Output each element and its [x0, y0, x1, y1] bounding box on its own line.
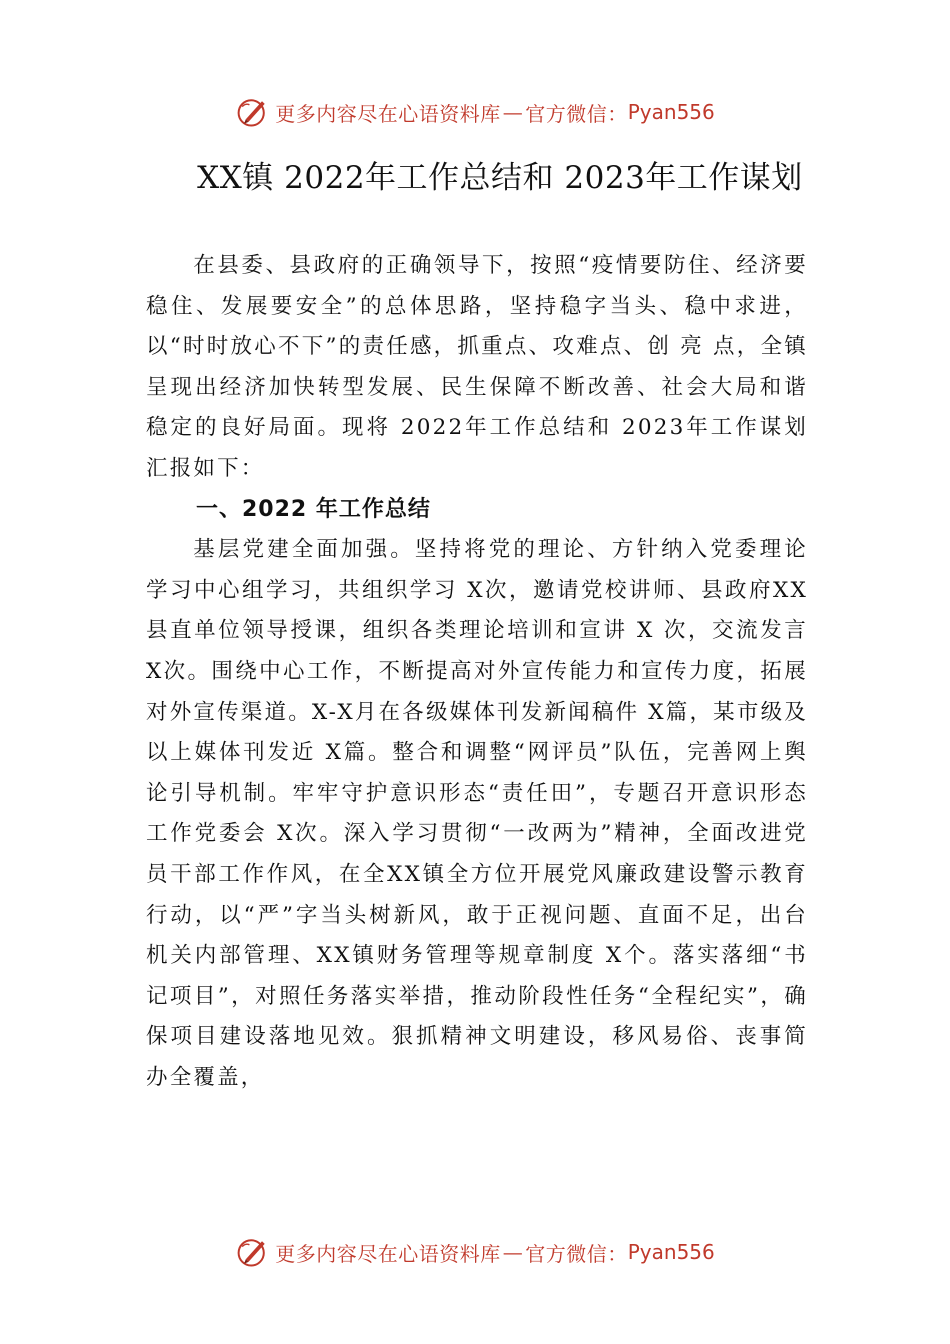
banner-separator: — — [502, 1240, 524, 1264]
banner-separator: — — [502, 100, 524, 124]
section-heading: 一、2022 年工作总结 — [196, 496, 431, 522]
document-title: XX镇 2022年工作总结和 2023年工作谋划 — [197, 160, 803, 196]
intro-paragraph: 在县委、县政府的正确领导下，按照“疫情要防住、经济要稳住、发展要安全”的总体思路，坚持稳字当头、稳中求进，以“时时放心不下”的责任感，抓重点、攻难点、创 亮 点，全镇呈现出经济加快转型发展、民生保障不断改善、社会大局和谐稳定的良好局面。现将 2022年工作总结和 2023年工作谋划汇报如下： — [146, 253, 808, 481]
banner-wechat-label: 官方微信： — [525, 101, 628, 126]
pen-logo-icon — [235, 1234, 271, 1270]
banner-wechat-id: Pyan556 — [627, 100, 715, 124]
header-banner — [0, 92, 950, 132]
pen-logo-icon — [235, 94, 271, 130]
banner-text: 更多内容尽在心语资料库 — [275, 1241, 501, 1266]
banner-wechat-id: Pyan556 — [627, 1240, 715, 1264]
banner-wechat-label: 官方微信： — [525, 1241, 628, 1266]
banner-text: 更多内容尽在心语资料库 — [275, 101, 501, 126]
document-body — [146, 246, 808, 1098]
section-paragraph: 基层党建全面加强。坚持将党的理论、方针纳入党委理论学习中心组学习，共组织学习 X次，邀请党校讲师、县政府XX县直单位领导授课，组织各类理论培训和宣讲 X 次，交流发言 X次。围绕中心工作，不断提高对外宣传能力和宣传力度，拓展对外宣传渠道。X-X月在各级媒体刊发新闻稿件 X篇，某市级及以上媒体刊发近 X篇。整合和调整“网评员”队伍，完善网上舆论引导机制。牢牢守护意识形态“责任田”，专题召开意识形态工作党委会 X次。深入学习贯彻“一改两为”精神，全面改进党员干部工作作风，在全XX镇全方位开展党风廉政建设警示教育行动，以“严”字当头树新风，敢于正视问题、直面不足，出台机关内部管理、XX镇财务管理等规章制度 X个。落实落细“书记项目”，对照任务落实举措，推动阶段性任务“全程纪实”，确保项目建设落地见效。狠抓精神文明建设，移风易俗、丧事简办全覆盖， — [146, 537, 808, 1090]
footer-banner — [0, 1232, 950, 1272]
